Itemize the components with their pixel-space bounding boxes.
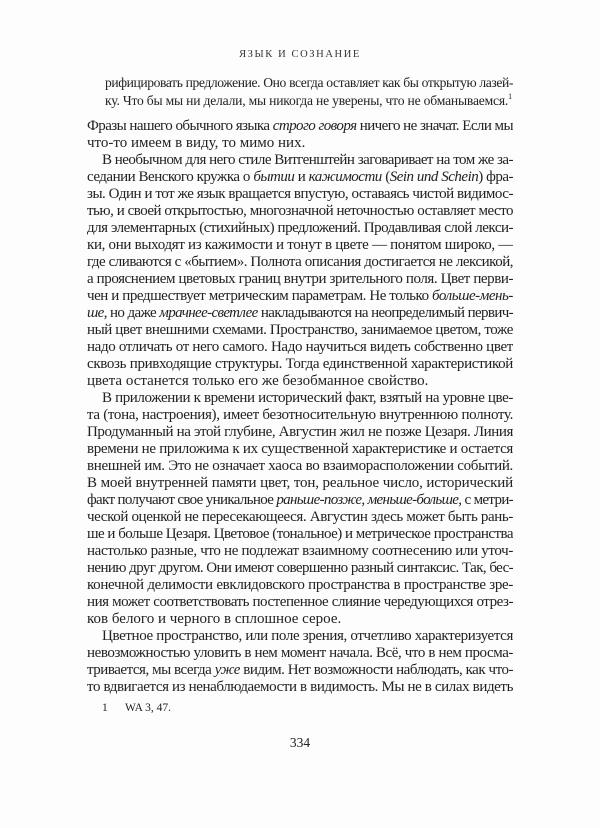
text-run: а прояснением цветовых границ внутри зрительного поля. Цвет перви- xyxy=(87,271,513,287)
body-line xyxy=(87,492,513,509)
text-run: настолько разные, что не подлежат взаимному соотнесению или уточ- xyxy=(87,543,513,559)
text-run: тью, и своей открытостью, многозначной неточностью оставляет место xyxy=(87,203,513,219)
italic-text: ше xyxy=(87,305,104,321)
text-run: ческой оценкой не пересекающееся. Августин здесь может быть рань- xyxy=(87,509,513,525)
text-run: ков белого и черного в сплошное серое. xyxy=(87,611,342,627)
body-text xyxy=(87,118,513,696)
text-run: где сливаются с «бытием». Полнота описания достигается не лексикой, xyxy=(87,254,513,270)
body-line xyxy=(87,288,513,305)
body-line xyxy=(87,373,513,390)
body-line xyxy=(87,526,513,543)
italic-text: мрачнее-светлее xyxy=(159,305,258,321)
body-line xyxy=(87,169,513,186)
text-run: В необычном для него стиле Витгенштейн заговаривает на том же за- xyxy=(102,152,513,168)
italic-text: меньше-больше xyxy=(367,492,459,508)
body-line xyxy=(87,424,513,441)
text-run: нению друг другом. Они имеют совершенно разный синтаксис. Так, бес- xyxy=(87,560,513,576)
italic-text: кажимости xyxy=(308,169,382,185)
text-run: чен и предшествует метрическим параметрам. Не только xyxy=(87,288,433,304)
footnote-text: WA 3, 47. xyxy=(125,702,171,714)
body-line xyxy=(87,203,513,220)
body-line xyxy=(87,390,513,407)
body-line xyxy=(87,577,513,594)
text-run: ный цвет внешними схемами. Пространство, занимаемое цветом, тоже xyxy=(87,322,513,338)
text-run: , xyxy=(361,492,368,508)
text-run: , с метри- xyxy=(458,492,513,508)
body-line xyxy=(87,152,513,169)
body-line xyxy=(87,475,513,492)
text-run: видим. Нет возможности наблюдать, как что- xyxy=(239,662,513,678)
body-line xyxy=(87,118,513,135)
page-number: 334 xyxy=(289,735,311,750)
text-run: сквозь привходящие структуры. Тогда единственной характеристикой xyxy=(87,356,513,372)
body-line xyxy=(87,407,513,424)
body-line xyxy=(87,645,513,662)
text-run: Цветное пространство, или поле зрения, отчетливо характеризуется xyxy=(102,628,513,644)
text-run: конечной делимости евклидовского пространства в пространстве зре- xyxy=(87,577,513,593)
text-run: рифицировать предложение. Оно всегда оставляет как бы открытую лазей- xyxy=(105,75,513,90)
text-run: ки, они выходят из кажимости и тонут в цвете — понятом широко, — xyxy=(87,237,513,253)
body-line xyxy=(87,186,513,203)
body-line xyxy=(87,305,513,322)
italic-text: уже xyxy=(214,662,240,678)
body-line xyxy=(87,441,513,458)
footnote xyxy=(102,701,171,715)
text-run: то вдвигается из ненаблюдаемости в видимость. Мы не в силах видеть xyxy=(87,679,513,695)
body-line xyxy=(87,543,513,560)
text-run: та (тона, настроения), имеет безотносительную внутреннюю полноту. xyxy=(87,407,513,423)
italic-text: больше-мень- xyxy=(432,288,513,304)
quote-line xyxy=(105,74,513,92)
italic-text: бытии xyxy=(253,169,295,185)
body-line xyxy=(87,662,513,679)
body-line xyxy=(87,356,513,373)
text-run: Фразы нашего обычного языка xyxy=(87,118,273,134)
text-run: ку. Что бы мы ни делали, мы никогда не уверены, что не обманываемся. xyxy=(105,92,509,108)
body-line xyxy=(87,237,513,254)
italic-text: строго говоря xyxy=(272,118,357,134)
body-line xyxy=(87,135,513,152)
block-quote xyxy=(105,74,513,109)
body-line xyxy=(87,322,513,339)
body-line xyxy=(87,271,513,288)
italic-text: раньше-позже xyxy=(276,492,362,508)
footnote-reference[interactable]: 1 xyxy=(508,91,512,101)
text-run: тривается, мы всегда xyxy=(87,662,215,678)
body-line xyxy=(87,594,513,611)
text-run: надо отличать от него самого. Надо научиться видеть собственно цвет xyxy=(87,339,513,355)
body-line xyxy=(87,679,513,696)
text-run: зы. Один и тот же язык вращается впустую, оставаясь чистой видимос- xyxy=(87,186,513,202)
body-line xyxy=(87,339,513,356)
body-line xyxy=(87,628,513,645)
text-run: факт получают свое уникальное xyxy=(87,492,277,508)
text-run: Продуманный на этой глубине, Августин жил не позже Цезаря. Линия xyxy=(87,424,513,440)
running-header: ЯЗЫК И СОЗНАНИЕ xyxy=(239,49,361,60)
body-line xyxy=(87,509,513,526)
body-line xyxy=(87,560,513,577)
text-run: внешней им. Это не означает хаоса во взаиморасположении событий. xyxy=(87,458,513,474)
text-run: что-то имеем в виду, то мимо них. xyxy=(87,135,306,151)
text-run: ничего не значат. Если мы xyxy=(356,118,513,134)
text-run: ше и больше Цезаря. Цветовое (тональное) и метрическое пространства xyxy=(87,526,513,542)
footnote-number: 1 xyxy=(102,702,108,714)
body-line xyxy=(87,611,513,628)
text-run: для элементарных (стихийных) предложений. Продавливая слой лекси- xyxy=(87,220,513,236)
text-run: и xyxy=(294,169,309,185)
body-line xyxy=(87,458,513,475)
text-run: ния может соответствовать постепенное слияние чередующихся отрез- xyxy=(87,594,513,610)
text-run: невозможностью уловить в нем момент начала. Всё, что в нем просма- xyxy=(87,645,513,661)
body-line xyxy=(87,254,513,271)
text-run: В моей внутренней памяти цвет, тон, реальное число, исторический xyxy=(87,475,513,491)
text-run: седании Венского кружка о xyxy=(87,169,254,185)
body-line xyxy=(87,220,513,237)
text-run: цвета останется только его же безобманное свойство. xyxy=(87,373,429,389)
quote-line xyxy=(105,92,513,110)
text-run: ( xyxy=(381,169,390,185)
text-run: ) фра- xyxy=(478,169,513,185)
text-run: В приложении к времени исторический факт, взятый на уровне цве- xyxy=(102,390,513,406)
text-run: , но даже xyxy=(103,305,160,321)
text-run: накладываются на неопределимый первич- xyxy=(257,305,513,321)
italic-text: Sein und Schein xyxy=(389,169,479,185)
text-run: времени не приложима к их существенной характеристике и остается xyxy=(87,441,513,457)
